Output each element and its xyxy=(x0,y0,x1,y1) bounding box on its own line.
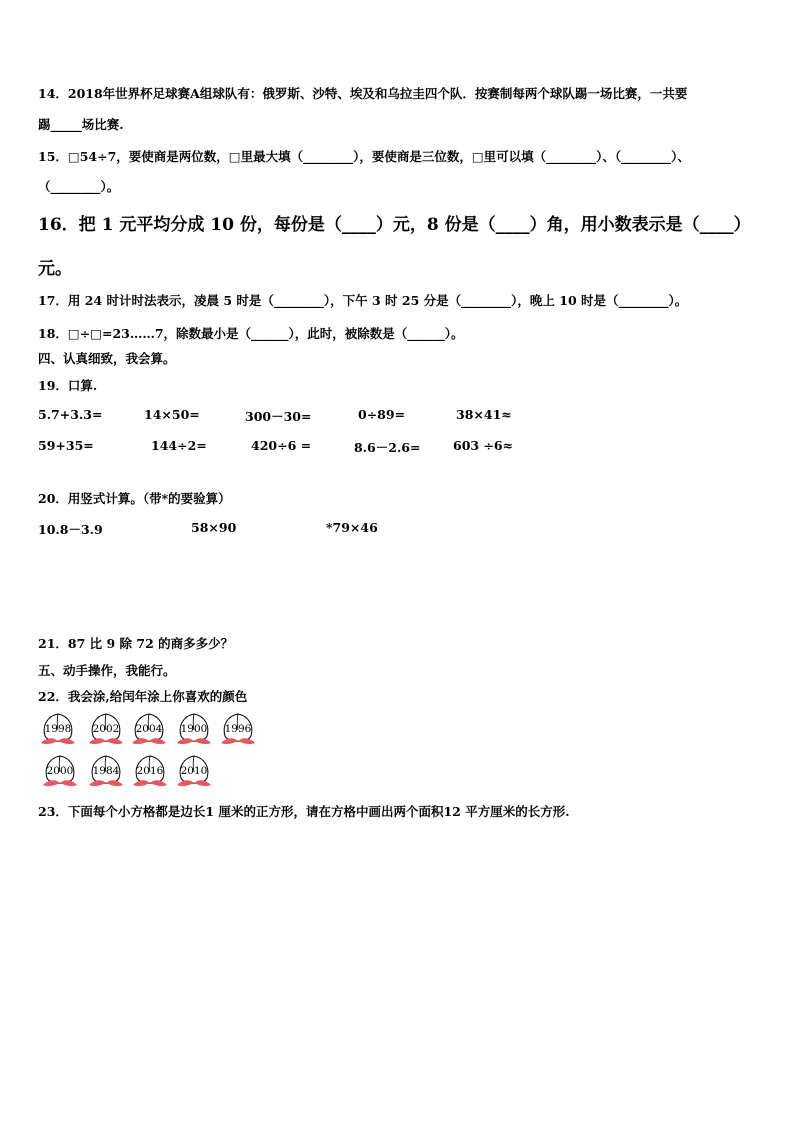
peach-year: 1900 xyxy=(180,723,208,735)
peach-year: 2002 xyxy=(92,723,120,735)
peach-1996[interactable] xyxy=(218,710,258,750)
q19-item: 5.7+3.3= xyxy=(38,407,103,422)
q19-item: 603 ÷6≈ xyxy=(453,438,514,453)
q14-line2: 踢_____场比赛. xyxy=(38,117,124,132)
q19-item: 38×41≈ xyxy=(456,407,512,422)
q19-item: 300－30= xyxy=(245,409,312,424)
peach-year: 1998 xyxy=(44,723,72,735)
peach-1984[interactable] xyxy=(86,752,126,792)
q14-line1: 14．2018年世界杯足球赛A组球队有：俄罗斯、沙特、埃及和乌拉圭四个队．按赛制每两个球队踢一场比赛，一共要 xyxy=(38,86,688,101)
peach-1900[interactable] xyxy=(174,710,214,750)
peach-1998[interactable] xyxy=(38,710,78,750)
q15-line1: 15．□54÷7，要使商是两位数，□里最大填（________），要使商是三位数，□里可以填（________）、（________）、 xyxy=(38,149,690,164)
peach-year: 2010 xyxy=(180,765,208,777)
q17-text: 17．用 24 时计时法表示，凌晨 5 时是（________），下午 3 时 25 分是（________），晚上 10 时是（________）。 xyxy=(38,293,688,308)
q22-title: 22．我会涂,给闰年涂上你喜欢的颜色 xyxy=(38,689,248,704)
q21-text: 21．87 比 9 除 72 的商多多少？ xyxy=(38,636,234,651)
section-5-heading: 五、动手操作，我能行。 xyxy=(38,663,176,678)
q19-item: 8.6－2.6= xyxy=(354,440,421,455)
q19-title: 19．口算. xyxy=(38,378,98,393)
q19-item: 59+35= xyxy=(38,438,94,453)
q15-line2: （________）。 xyxy=(38,179,120,194)
peach-year: 1996 xyxy=(224,723,252,735)
peach-year: 1984 xyxy=(92,765,120,777)
q16-line1: 16．把 1 元平均分成 10 份，每份是（____）元，8 份是（____）角，用小数表示是（____） xyxy=(38,215,751,235)
section-4-heading: 四、认真细致，我会算。 xyxy=(38,351,176,366)
peach-year: 2016 xyxy=(136,765,164,777)
q19-item: 0÷89= xyxy=(358,407,406,422)
q19-item: 144÷2= xyxy=(151,438,207,453)
q19-item: 420÷6 = xyxy=(251,438,312,453)
peach-2004[interactable] xyxy=(129,710,169,750)
q18-text: 18．□÷□=23……7，除数最小是（______），此时，被除数是（______）。 xyxy=(38,326,464,341)
q20-title: 20．用竖式计算。（带*的要验算） xyxy=(38,491,231,506)
peach-2000[interactable] xyxy=(40,752,80,792)
q20-item: *79×46 xyxy=(326,520,378,535)
peach-2010[interactable] xyxy=(174,752,214,792)
q23-text: 23．下面每个小方格都是边长1 厘米的正方形，请在方格中画出两个面积12 平方厘米的长方形. xyxy=(38,804,570,819)
peach-year: 2004 xyxy=(135,723,163,735)
q19-item: 14×50= xyxy=(144,407,200,422)
q20-item: 10.8－3.9 xyxy=(38,522,103,537)
q20-item: 58×90 xyxy=(191,520,237,535)
q16-line2: 元。 xyxy=(38,259,72,279)
peach-2002[interactable] xyxy=(86,710,126,750)
peach-2016[interactable] xyxy=(130,752,170,792)
peach-year: 2000 xyxy=(46,765,74,777)
